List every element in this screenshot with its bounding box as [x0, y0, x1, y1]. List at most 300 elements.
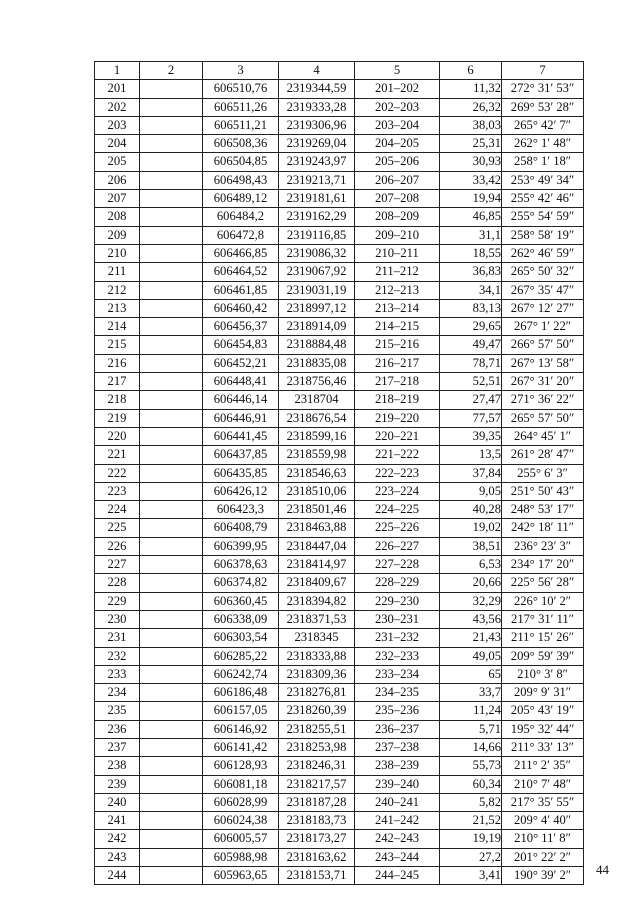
- distance-cell: 18,55: [440, 244, 502, 262]
- table-row: [95, 793, 584, 811]
- distance-cell: 36,83: [440, 263, 502, 281]
- blank-cell-cell: [140, 244, 203, 262]
- x-coordinate-cell: 606472,8: [203, 226, 279, 244]
- bearing-cell: 255° 54′ 59″: [502, 208, 584, 226]
- distance-cell: 77,57: [440, 409, 502, 427]
- y-coordinate-cell: 2319067,92: [279, 263, 355, 281]
- blank-cell-cell: [140, 647, 203, 665]
- bearing-cell: 201° 22′ 2″: [502, 848, 584, 866]
- bearing-cell: 205° 43′ 19″: [502, 702, 584, 720]
- segment-cell: 220–221: [355, 427, 440, 445]
- distance-cell: 38,51: [440, 537, 502, 555]
- blank-cell-cell: [140, 190, 203, 208]
- blank-cell-cell: [140, 629, 203, 647]
- y-coordinate-cell: 2318153,71: [279, 867, 355, 885]
- bearing-cell: 264° 45′ 1″: [502, 427, 584, 445]
- segment-cell: 239–240: [355, 775, 440, 793]
- segment-cell: 233–234: [355, 665, 440, 683]
- blank-cell-cell: [140, 592, 203, 610]
- distance-cell: 21,52: [440, 812, 502, 830]
- x-coordinate-cell: 606024,38: [203, 812, 279, 830]
- x-coordinate-cell: 606461,85: [203, 281, 279, 299]
- distance-cell: 52,51: [440, 373, 502, 391]
- x-coordinate-cell: 606508,36: [203, 135, 279, 153]
- blank-cell-cell: [140, 80, 203, 98]
- x-coordinate-cell: 606484,2: [203, 208, 279, 226]
- segment-cell: 216–217: [355, 354, 440, 372]
- x-coordinate-cell: 606338,09: [203, 610, 279, 628]
- blank-cell-cell: [140, 336, 203, 354]
- blank-cell-cell: [140, 464, 203, 482]
- segment-cell: 240–241: [355, 793, 440, 811]
- distance-cell: 55,73: [440, 757, 502, 775]
- table-row: [95, 427, 584, 445]
- bearing-cell: 242° 18′ 11″: [502, 519, 584, 537]
- x-coordinate-cell: 606454,83: [203, 336, 279, 354]
- x-coordinate-cell: 606489,12: [203, 190, 279, 208]
- segment-cell: 225–226: [355, 519, 440, 537]
- y-coordinate-cell: 2318835,08: [279, 354, 355, 372]
- segment-cell: 227–228: [355, 556, 440, 574]
- table-row: [95, 720, 584, 738]
- distance-cell: 26,32: [440, 98, 502, 116]
- x-coordinate-cell: 606141,42: [203, 738, 279, 756]
- y-coordinate-cell: 2318253,98: [279, 738, 355, 756]
- point-number-cell: 240: [95, 793, 140, 811]
- blank-cell-cell: [140, 775, 203, 793]
- distance-cell: 29,65: [440, 318, 502, 336]
- blank-cell-cell: [140, 519, 203, 537]
- x-coordinate-cell: 605963,65: [203, 867, 279, 885]
- table-row: [95, 738, 584, 756]
- y-coordinate-cell: 2318187,28: [279, 793, 355, 811]
- bearing-cell: 258° 58′ 19″: [502, 226, 584, 244]
- x-coordinate-cell: 606360,45: [203, 592, 279, 610]
- point-number-cell: 206: [95, 171, 140, 189]
- x-coordinate-cell: 606510,76: [203, 80, 279, 98]
- y-coordinate-cell: 2318914,09: [279, 318, 355, 336]
- bearing-cell: 267° 1′ 22″: [502, 318, 584, 336]
- point-number-cell: 219: [95, 409, 140, 427]
- x-coordinate-cell: 606378,63: [203, 556, 279, 574]
- column-header-2: 2: [140, 62, 203, 80]
- y-coordinate-cell: 2318183,73: [279, 812, 355, 830]
- x-coordinate-cell: 606028,99: [203, 793, 279, 811]
- x-coordinate-cell: 606460,42: [203, 299, 279, 317]
- point-number-cell: 239: [95, 775, 140, 793]
- table-row: [95, 244, 584, 262]
- blank-cell-cell: [140, 684, 203, 702]
- blank-cell-cell: [140, 318, 203, 336]
- table-row: [95, 226, 584, 244]
- point-number-cell: 223: [95, 482, 140, 500]
- x-coordinate-cell: 606511,21: [203, 116, 279, 134]
- x-coordinate-cell: 606285,22: [203, 647, 279, 665]
- bearing-cell: 209° 4′ 40″: [502, 812, 584, 830]
- point-number-cell: 208: [95, 208, 140, 226]
- bearing-cell: 217° 31′ 11″: [502, 610, 584, 628]
- point-number-cell: 220: [95, 427, 140, 445]
- x-coordinate-cell: 606446,91: [203, 409, 279, 427]
- x-coordinate-cell: 606446,14: [203, 391, 279, 409]
- point-number-cell: 229: [95, 592, 140, 610]
- segment-cell: 231–232: [355, 629, 440, 647]
- x-coordinate-cell: 606466,85: [203, 244, 279, 262]
- x-coordinate-cell: 606448,41: [203, 373, 279, 391]
- distance-cell: 40,28: [440, 501, 502, 519]
- bearing-cell: 209° 59′ 39″: [502, 647, 584, 665]
- header-row: [95, 62, 584, 80]
- point-number-cell: 228: [95, 574, 140, 592]
- x-coordinate-cell: 606242,74: [203, 665, 279, 683]
- segment-cell: 241–242: [355, 812, 440, 830]
- blank-cell-cell: [140, 135, 203, 153]
- segment-cell: 235–236: [355, 702, 440, 720]
- bearing-cell: 210° 7′ 48″: [502, 775, 584, 793]
- y-coordinate-cell: 2318501,46: [279, 501, 355, 519]
- segment-cell: 243–244: [355, 848, 440, 866]
- table-row: [95, 482, 584, 500]
- table-row: [95, 190, 584, 208]
- bearing-cell: 251° 50′ 43″: [502, 482, 584, 500]
- blank-cell-cell: [140, 427, 203, 445]
- distance-cell: 14,66: [440, 738, 502, 756]
- point-number-cell: 215: [95, 336, 140, 354]
- bearing-cell: 265° 50′ 32″: [502, 263, 584, 281]
- table-row: [95, 684, 584, 702]
- table-row: [95, 702, 584, 720]
- y-coordinate-cell: 2319243,97: [279, 153, 355, 171]
- distance-cell: 60,34: [440, 775, 502, 793]
- blank-cell-cell: [140, 610, 203, 628]
- table-row: [95, 391, 584, 409]
- point-number-cell: 201: [95, 80, 140, 98]
- bearing-cell: 265° 42′ 7″: [502, 116, 584, 134]
- x-coordinate-cell: 606005,57: [203, 830, 279, 848]
- x-coordinate-cell: 606399,95: [203, 537, 279, 555]
- y-coordinate-cell: 2318463,88: [279, 519, 355, 537]
- table-row: [95, 501, 584, 519]
- y-coordinate-cell: 2318173,27: [279, 830, 355, 848]
- bearing-cell: 265° 57′ 50″: [502, 409, 584, 427]
- point-number-cell: 218: [95, 391, 140, 409]
- bearing-cell: 211° 33′ 13″: [502, 738, 584, 756]
- point-number-cell: 204: [95, 135, 140, 153]
- blank-cell-cell: [140, 537, 203, 555]
- bearing-cell: 211° 15′ 26″: [502, 629, 584, 647]
- point-number-cell: 234: [95, 684, 140, 702]
- distance-cell: 83,13: [440, 299, 502, 317]
- blank-cell-cell: [140, 263, 203, 281]
- point-number-cell: 207: [95, 190, 140, 208]
- distance-cell: 25,31: [440, 135, 502, 153]
- point-number-cell: 238: [95, 757, 140, 775]
- point-number-cell: 214: [95, 318, 140, 336]
- segment-cell: 224–225: [355, 501, 440, 519]
- distance-cell: 38,03: [440, 116, 502, 134]
- distance-cell: 37,84: [440, 464, 502, 482]
- table-row: [95, 446, 584, 464]
- segment-cell: 214–215: [355, 318, 440, 336]
- point-number-cell: 244: [95, 867, 140, 885]
- distance-cell: 27,47: [440, 391, 502, 409]
- table-row: [95, 812, 584, 830]
- segment-cell: 229–230: [355, 592, 440, 610]
- x-coordinate-cell: 606464,52: [203, 263, 279, 281]
- table-row: [95, 171, 584, 189]
- segment-cell: 210–211: [355, 244, 440, 262]
- y-coordinate-cell: 2319116,85: [279, 226, 355, 244]
- bearing-cell: 269° 53′ 28″: [502, 98, 584, 116]
- x-coordinate-cell: 606303,54: [203, 629, 279, 647]
- y-coordinate-cell: 2319162,29: [279, 208, 355, 226]
- y-coordinate-cell: 2319213,71: [279, 171, 355, 189]
- y-coordinate-cell: 2319306,96: [279, 116, 355, 134]
- y-coordinate-cell: 2318447,04: [279, 537, 355, 555]
- distance-cell: 6,53: [440, 556, 502, 574]
- distance-cell: 33,7: [440, 684, 502, 702]
- table-row: [95, 775, 584, 793]
- blank-cell-cell: [140, 556, 203, 574]
- segment-cell: 219–220: [355, 409, 440, 427]
- distance-cell: 9,05: [440, 482, 502, 500]
- distance-cell: 19,19: [440, 830, 502, 848]
- segment-cell: 232–233: [355, 647, 440, 665]
- bearing-cell: 217° 35′ 55″: [502, 793, 584, 811]
- y-coordinate-cell: 2318371,53: [279, 610, 355, 628]
- segment-cell: 242–243: [355, 830, 440, 848]
- segment-cell: 234–235: [355, 684, 440, 702]
- segment-cell: 237–238: [355, 738, 440, 756]
- point-number-cell: 221: [95, 446, 140, 464]
- y-coordinate-cell: 2318260,39: [279, 702, 355, 720]
- blank-cell-cell: [140, 501, 203, 519]
- bearing-cell: 262° 46′ 59″: [502, 244, 584, 262]
- y-coordinate-cell: 2319181,61: [279, 190, 355, 208]
- column-header-5: 5: [355, 62, 440, 80]
- y-coordinate-cell: 2318217,57: [279, 775, 355, 793]
- segment-cell: 209–210: [355, 226, 440, 244]
- segment-cell: 201–202: [355, 80, 440, 98]
- distance-cell: 32,29: [440, 592, 502, 610]
- bearing-cell: 255° 6′ 3″: [502, 464, 584, 482]
- segment-cell: 202–203: [355, 98, 440, 116]
- bearing-cell: 266° 57′ 50″: [502, 336, 584, 354]
- blank-cell-cell: [140, 793, 203, 811]
- y-coordinate-cell: 2318704: [279, 391, 355, 409]
- y-coordinate-cell: 2318246,31: [279, 757, 355, 775]
- blank-cell-cell: [140, 208, 203, 226]
- y-coordinate-cell: 2318414,97: [279, 556, 355, 574]
- table-row: [95, 354, 584, 372]
- table-row: [95, 592, 584, 610]
- point-number-cell: 212: [95, 281, 140, 299]
- bearing-cell: 190° 39′ 2″: [502, 867, 584, 885]
- blank-cell-cell: [140, 171, 203, 189]
- column-header-4: 4: [279, 62, 355, 80]
- table-row: [95, 848, 584, 866]
- x-coordinate-cell: 606081,18: [203, 775, 279, 793]
- blank-cell-cell: [140, 720, 203, 738]
- point-number-cell: 211: [95, 263, 140, 281]
- blank-cell-cell: [140, 848, 203, 866]
- point-number-cell: 226: [95, 537, 140, 555]
- y-coordinate-cell: 2318309,36: [279, 665, 355, 683]
- table-row: [95, 409, 584, 427]
- segment-cell: 211–212: [355, 263, 440, 281]
- segment-cell: 218–219: [355, 391, 440, 409]
- point-number-cell: 213: [95, 299, 140, 317]
- x-coordinate-cell: 606408,79: [203, 519, 279, 537]
- y-coordinate-cell: 2318333,88: [279, 647, 355, 665]
- distance-cell: 33,42: [440, 171, 502, 189]
- bearing-cell: 226° 10′ 2″: [502, 592, 584, 610]
- blank-cell-cell: [140, 354, 203, 372]
- bearing-cell: 210° 3′ 8″: [502, 665, 584, 683]
- blank-cell-cell: [140, 281, 203, 299]
- segment-cell: 212–213: [355, 281, 440, 299]
- bearing-cell: 267° 35′ 47″: [502, 281, 584, 299]
- blank-cell-cell: [140, 665, 203, 683]
- distance-cell: 27,2: [440, 848, 502, 866]
- bearing-cell: 195° 32′ 44″: [502, 720, 584, 738]
- segment-cell: 228–229: [355, 574, 440, 592]
- blank-cell-cell: [140, 482, 203, 500]
- distance-cell: 3,41: [440, 867, 502, 885]
- blank-cell-cell: [140, 153, 203, 171]
- x-coordinate-cell: 606435,85: [203, 464, 279, 482]
- segment-cell: 206–207: [355, 171, 440, 189]
- table-row: [95, 373, 584, 391]
- y-coordinate-cell: 2319344,59: [279, 80, 355, 98]
- distance-cell: 5,82: [440, 793, 502, 811]
- segment-cell: 221–222: [355, 446, 440, 464]
- blank-cell-cell: [140, 446, 203, 464]
- segment-cell: 207–208: [355, 190, 440, 208]
- blank-cell-cell: [140, 867, 203, 885]
- table-row: [95, 610, 584, 628]
- bearing-cell: 209° 9′ 31″: [502, 684, 584, 702]
- point-number-cell: 202: [95, 98, 140, 116]
- distance-cell: 49,47: [440, 336, 502, 354]
- table-row: [95, 336, 584, 354]
- bearing-cell: 272° 31′ 53″: [502, 80, 584, 98]
- blank-cell-cell: [140, 574, 203, 592]
- x-coordinate-cell: 606128,93: [203, 757, 279, 775]
- table-row: [95, 867, 584, 885]
- point-number-cell: 233: [95, 665, 140, 683]
- y-coordinate-cell: 2318756,46: [279, 373, 355, 391]
- blank-cell-cell: [140, 738, 203, 756]
- x-coordinate-cell: 606511,26: [203, 98, 279, 116]
- blank-cell-cell: [140, 830, 203, 848]
- table-body: [95, 80, 584, 885]
- table-row: [95, 647, 584, 665]
- y-coordinate-cell: 2318163,62: [279, 848, 355, 866]
- x-coordinate-cell: 606157,05: [203, 702, 279, 720]
- table-row: [95, 537, 584, 555]
- bearing-cell: 253° 49′ 34″: [502, 171, 584, 189]
- blank-cell-cell: [140, 98, 203, 116]
- table-row: [95, 464, 584, 482]
- table-row: [95, 299, 584, 317]
- y-coordinate-cell: 2318276,81: [279, 684, 355, 702]
- bearing-cell: 210° 11′ 8″: [502, 830, 584, 848]
- table-row: [95, 98, 584, 116]
- segment-cell: 203–204: [355, 116, 440, 134]
- table-row: [95, 757, 584, 775]
- blank-cell-cell: [140, 702, 203, 720]
- segment-cell: 217–218: [355, 373, 440, 391]
- y-coordinate-cell: 2318676,54: [279, 409, 355, 427]
- bearing-cell: 225° 56′ 28″: [502, 574, 584, 592]
- table-row: [95, 281, 584, 299]
- y-coordinate-cell: 2318884,48: [279, 336, 355, 354]
- point-number-cell: 224: [95, 501, 140, 519]
- distance-cell: 65: [440, 665, 502, 683]
- point-number-cell: 243: [95, 848, 140, 866]
- point-number-cell: 209: [95, 226, 140, 244]
- bearing-cell: 267° 31′ 20″: [502, 373, 584, 391]
- distance-cell: 19,02: [440, 519, 502, 537]
- segment-cell: 205–206: [355, 153, 440, 171]
- point-number-cell: 242: [95, 830, 140, 848]
- distance-cell: 19,94: [440, 190, 502, 208]
- x-coordinate-cell: 606186,48: [203, 684, 279, 702]
- blank-cell-cell: [140, 812, 203, 830]
- table-row: [95, 556, 584, 574]
- column-header-3: 3: [203, 62, 279, 80]
- y-coordinate-cell: 2318546,63: [279, 464, 355, 482]
- table-row: [95, 263, 584, 281]
- table-row: [95, 830, 584, 848]
- y-coordinate-cell: 2318997,12: [279, 299, 355, 317]
- bearing-cell: 236° 23′ 3″: [502, 537, 584, 555]
- y-coordinate-cell: 2319086,32: [279, 244, 355, 262]
- x-coordinate-cell: 606498,43: [203, 171, 279, 189]
- blank-cell-cell: [140, 391, 203, 409]
- segment-cell: 223–224: [355, 482, 440, 500]
- x-coordinate-cell: 606437,85: [203, 446, 279, 464]
- distance-cell: 11,24: [440, 702, 502, 720]
- x-coordinate-cell: 606504,85: [203, 153, 279, 171]
- point-number-cell: 241: [95, 812, 140, 830]
- bearing-cell: 261° 28′ 47″: [502, 446, 584, 464]
- bearing-cell: 255° 42′ 46″: [502, 190, 584, 208]
- y-coordinate-cell: 2318345: [279, 629, 355, 647]
- point-number-cell: 231: [95, 629, 140, 647]
- bearing-cell: 234° 17′ 20″: [502, 556, 584, 574]
- y-coordinate-cell: 2318599,16: [279, 427, 355, 445]
- segment-cell: 215–216: [355, 336, 440, 354]
- point-number-cell: 217: [95, 373, 140, 391]
- segment-cell: 230–231: [355, 610, 440, 628]
- distance-cell: 78,71: [440, 354, 502, 372]
- y-coordinate-cell: 2319031,19: [279, 281, 355, 299]
- point-number-cell: 210: [95, 244, 140, 262]
- distance-cell: 30,93: [440, 153, 502, 171]
- bearing-cell: 262° 1′ 48″: [502, 135, 584, 153]
- distance-cell: 49,05: [440, 647, 502, 665]
- table-row: [95, 208, 584, 226]
- y-coordinate-cell: 2319333,28: [279, 98, 355, 116]
- distance-cell: 11,32: [440, 80, 502, 98]
- point-number-cell: 232: [95, 647, 140, 665]
- y-coordinate-cell: 2318559,98: [279, 446, 355, 464]
- distance-cell: 21,43: [440, 629, 502, 647]
- x-coordinate-cell: 605988,98: [203, 848, 279, 866]
- point-number-cell: 222: [95, 464, 140, 482]
